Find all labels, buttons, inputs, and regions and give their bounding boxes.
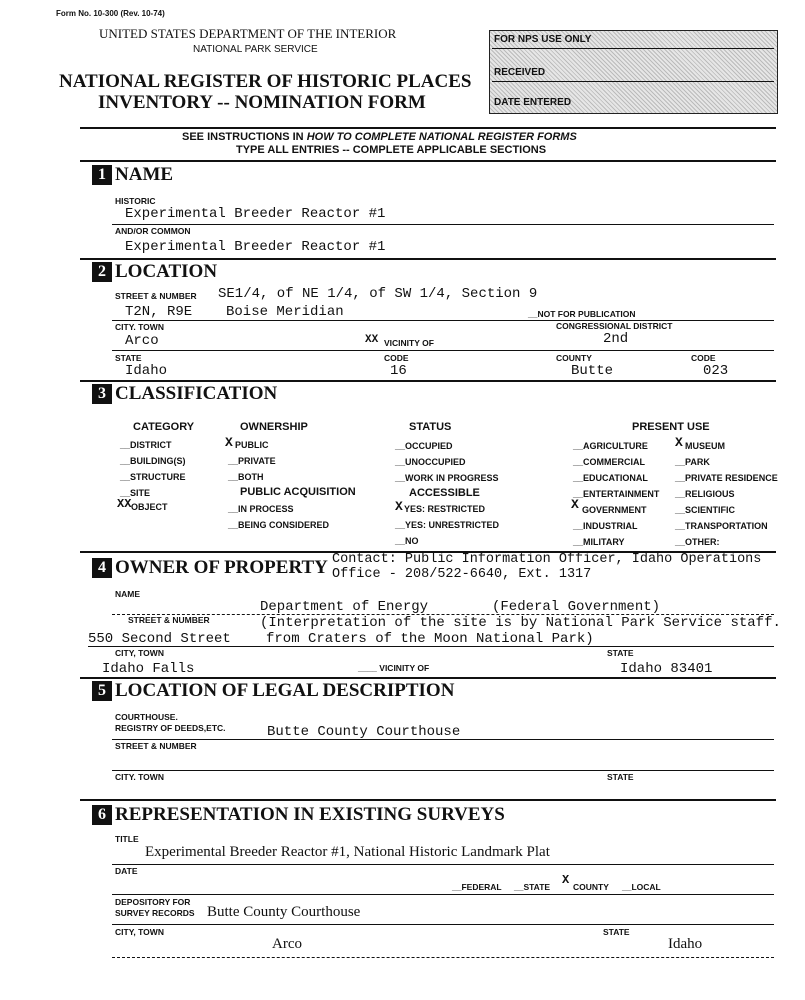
use-private-residence: __PRIVATE RESIDENCE	[675, 473, 778, 483]
use-religious: __RELIGIOUS	[675, 489, 735, 499]
use-park: __PARK	[675, 457, 710, 467]
form-number: Form No. 10-300 (Rev. 10-74)	[56, 9, 165, 18]
category-site: __SITE	[120, 488, 151, 498]
use-commercial: __COMMERCIAL	[573, 457, 646, 467]
historic-name-value: Experimental Breeder Reactor #1	[125, 206, 386, 222]
use-military: __MILITARY	[573, 537, 625, 547]
category-structure: __STRUCTURE	[120, 472, 186, 482]
accessible-restricted-mark: X	[395, 499, 403, 514]
use-government-mark: X	[571, 497, 579, 512]
accessible-no: __NO	[395, 536, 419, 546]
depository-label: DEPOSITORY FOR	[115, 897, 191, 907]
owner-interpretation-note-cont: from Craters of the Moon National Park)	[266, 631, 594, 647]
nps-received-label: RECEIVED	[494, 67, 546, 78]
not-for-publication-option: __NOT FOR PUBLICATION	[528, 309, 636, 319]
nps-date-entered-label: DATE ENTERED	[494, 97, 572, 108]
location-state-label: STATE	[115, 353, 142, 363]
owner-interpretation-note: (Interpretation of the site is by National Park Service staff.	[260, 615, 781, 631]
survey-records-label: SURVEY RECORDS	[115, 908, 195, 918]
location-street-label: STREET & NUMBER	[115, 291, 197, 301]
survey-level-state: __STATE	[514, 882, 551, 892]
state-code-value: 16	[390, 363, 407, 379]
category-district: __DISTRICT	[120, 440, 172, 450]
service-name: NATIONAL PARK SERVICE	[193, 44, 318, 55]
owner-name-value: Department of Energy	[260, 599, 429, 615]
owner-city-label: CITY, TOWN	[115, 648, 164, 658]
present-use-heading: PRESENT USE	[632, 421, 710, 433]
survey-state-label: STATE	[603, 927, 630, 937]
owner-contact-line2: Office - 208/522-6640, Ext. 1317	[332, 567, 592, 582]
owner-street-value: 550 Second Street	[88, 631, 231, 647]
category-buildings: __BUILDING(S)	[120, 456, 186, 466]
legal-city-label: CITY. TOWN	[115, 772, 164, 782]
category-heading: CATEGORY	[133, 421, 195, 433]
owner-contact-line1: Contact: Public Information Officer, Idaho Operations	[332, 552, 762, 567]
status-work-in-progress: __WORK IN PROGRESS	[395, 473, 499, 483]
historic-label: HISTORIC	[115, 196, 156, 206]
state-code-label: CODE	[384, 353, 409, 363]
registry-label: REGISTRY OF DEEDS,ETC.	[115, 723, 226, 733]
accessible-heading: ACCESSIBLE	[409, 487, 480, 499]
legal-street-label: STREET & NUMBER	[115, 741, 197, 751]
survey-title-label: TITLE	[115, 834, 139, 844]
use-museum: MUSEUM	[685, 441, 725, 451]
owner-state-label: STATE	[607, 648, 634, 658]
county-value: Butte	[571, 363, 614, 379]
owner-street-label: STREET & NUMBER	[128, 615, 210, 625]
category-object-mark: XX	[117, 497, 132, 511]
nps-use-only-box	[489, 30, 778, 114]
location-street-value: SE1/4, of NE 1/4, of SW 1/4, Section 9	[218, 286, 538, 302]
owner-state-value: Idaho 83401	[620, 661, 713, 677]
status-heading: STATUS	[409, 421, 452, 433]
department-name: UNITED STATES DEPARTMENT OF THE INTERIOR	[99, 26, 397, 41]
location-city-label: CITY. TOWN	[115, 322, 164, 332]
ownership-private: __PRIVATE	[228, 456, 276, 466]
instructions-line2: TYPE ALL ENTRIES -- COMPLETE APPLICABLE SECTIONS	[236, 144, 547, 156]
use-entertainment: __ENTERTAINMENT	[573, 489, 660, 499]
section-5-heading: 5 LOCATION OF LEGAL DESCRIPTION	[92, 681, 454, 701]
use-scientific: __SCIENTIFIC	[675, 505, 736, 515]
legal-state-label: STATE	[607, 772, 634, 782]
use-industrial: __INDUSTRIAL	[573, 521, 638, 531]
common-name-label: AND/OR COMMON	[115, 226, 191, 236]
courthouse-label: COURTHOUSE.	[115, 712, 178, 722]
congressional-district-value: 2nd	[603, 331, 629, 347]
vicinity-label: VICINITY OF	[384, 338, 434, 348]
survey-state-value: Idaho	[668, 936, 703, 952]
ownership-public-mark: X	[225, 435, 233, 450]
section-1-heading: 1 NAME	[92, 165, 173, 185]
section-3-heading: 3 CLASSIFICATION	[92, 384, 277, 404]
nps-box-heading: FOR NPS USE ONLY	[494, 34, 592, 45]
acquisition-in-process: __IN PROCESS	[228, 504, 294, 514]
location-state-value: Idaho	[125, 363, 168, 379]
use-other: __OTHER:	[675, 537, 720, 547]
courthouse-value: Butte County Courthouse	[267, 724, 461, 740]
county-code-label: CODE	[691, 353, 716, 363]
instructions-line1: SEE INSTRUCTIONS IN HOW TO COMPLETE NATIONAL REGISTER FORMS	[182, 131, 577, 143]
county-label: COUNTY	[556, 353, 592, 363]
county-code-value: 023	[703, 363, 729, 379]
depository-value: Butte County Courthouse	[207, 904, 361, 920]
survey-county-mark: X	[562, 873, 570, 887]
form-title-line1: NATIONAL REGISTER OF HISTORIC PLACES	[59, 71, 472, 92]
section-6-heading: 6 REPRESENTATION IN EXISTING SURVEYS	[92, 805, 505, 825]
category-object: OBJECT	[131, 502, 168, 512]
owner-type-value: (Federal Government)	[492, 599, 661, 615]
form-title-line2: INVENTORY -- NOMINATION FORM	[98, 92, 426, 113]
owner-name-label: NAME	[115, 589, 141, 599]
survey-city-label: CITY, TOWN	[115, 927, 164, 937]
ownership-both: __BOTH	[228, 472, 264, 482]
use-government: GOVERNMENT	[582, 505, 647, 515]
survey-city-value: Arco	[272, 936, 302, 952]
survey-date-label: DATE	[115, 866, 138, 876]
location-city-value: Arco	[125, 333, 159, 349]
public-acquisition-heading: PUBLIC ACQUISITION	[240, 486, 356, 498]
section-4-heading: 4 OWNER OF PROPERTY	[92, 558, 328, 578]
use-educational: __EDUCATIONAL	[573, 473, 648, 483]
meridian-value: Boise Meridian	[226, 304, 344, 320]
ownership-heading: OWNERSHIP	[240, 421, 308, 433]
survey-title-value: Experimental Breeder Reactor #1, National Historic Landmark Plat	[145, 844, 550, 860]
owner-city-value: Idaho Falls	[102, 661, 195, 677]
ownership-public: PUBLIC	[235, 440, 269, 450]
status-unoccupied: __UNOCCUPIED	[395, 457, 466, 467]
congressional-district-label: CONGRESSIONAL DISTRICT	[556, 321, 673, 331]
acquisition-being-considered: __BEING CONSIDERED	[228, 520, 330, 530]
township-range-value: T2N, R9E	[125, 304, 193, 320]
use-transportation: __TRANSPORTATION	[675, 521, 768, 531]
use-agriculture: __AGRICULTURE	[573, 441, 648, 451]
accessible-yes-restricted: YES: RESTRICTED	[404, 504, 486, 514]
survey-level-county: COUNTY	[573, 882, 609, 892]
status-occupied: __OCCUPIED	[395, 441, 453, 451]
owner-vicinity-option: ____ VICINITY OF	[358, 663, 430, 673]
survey-level-federal: __FEDERAL	[452, 882, 502, 892]
accessible-yes-unrestricted: __YES: UNRESTRICTED	[395, 520, 500, 530]
survey-level-local: __LOCAL	[622, 882, 661, 892]
common-name-value: Experimental Breeder Reactor #1	[125, 239, 386, 255]
vicinity-mark: XX	[365, 334, 379, 346]
section-2-heading: 2 LOCATION	[92, 262, 217, 282]
use-museum-mark: X	[675, 435, 683, 450]
